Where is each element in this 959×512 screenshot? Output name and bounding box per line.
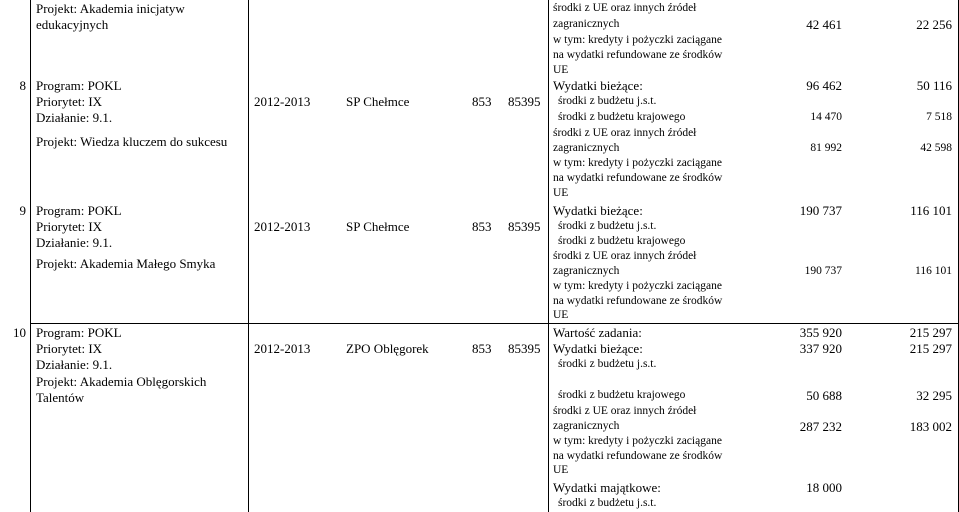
- source-label: w tym: kredyty i pożyczki zaciągane: [553, 435, 722, 447]
- amount-value: 96 462: [806, 78, 842, 93]
- source-label: środki z budżetu j.s.t.: [558, 497, 657, 509]
- period: 2012-2013: [254, 219, 311, 234]
- col-divider: [548, 0, 549, 512]
- program-label: Program: POKL: [36, 78, 122, 93]
- source-label: na wydatki refundowane ze środków: [553, 49, 723, 61]
- amount-value: 215 297: [909, 341, 952, 356]
- source-label: zagranicznych: [553, 142, 620, 154]
- amount-value: 42 461: [806, 17, 842, 32]
- source-label: zagranicznych: [553, 420, 620, 432]
- source-label: zagranicznych: [553, 265, 620, 277]
- project-name: edukacyjnych: [36, 17, 109, 32]
- row-divider: [30, 323, 959, 324]
- amount-value: 18 000: [806, 480, 842, 495]
- amount-value: 190 737: [799, 203, 842, 218]
- source-label: środki z budżetu krajowego: [558, 111, 686, 123]
- cost-label: Wydatki bieżące:: [553, 78, 643, 93]
- period: 2012-2013: [254, 94, 311, 109]
- source-label: UE: [553, 64, 569, 76]
- unit-name: SP Chełmce: [346, 219, 410, 234]
- project-name: Projekt: Akademia inicjatyw: [36, 1, 185, 16]
- period: 2012-2013: [254, 341, 311, 356]
- row-number: 10: [13, 325, 26, 340]
- source-label: środki z budżetu krajowego: [558, 235, 686, 247]
- amount-value: 50 688: [806, 388, 842, 403]
- source-label: na wydatki refundowane ze środków: [553, 172, 723, 184]
- amount-value: 116 101: [910, 203, 952, 218]
- source-label: środki z UE oraz innych źródeł: [553, 405, 697, 417]
- cost-label: Wydatki majątkowe:: [553, 480, 661, 495]
- source-label: środki z budżetu j.s.t.: [558, 358, 657, 370]
- amount-value: 42 598: [920, 142, 952, 154]
- source-label: na wydatki refundowane ze środków: [553, 295, 723, 307]
- source-label: na wydatki refundowane ze środków: [553, 450, 723, 462]
- source-label: UE: [553, 464, 569, 476]
- source-label: środki z UE oraz innych źródeł: [553, 2, 697, 14]
- amount-value: 81 992: [810, 142, 842, 154]
- project-name: Talentów: [36, 390, 85, 405]
- source-label: w tym: kredyty i pożyczki zaciągane: [553, 280, 722, 292]
- source-label: w tym: kredyty i pożyczki zaciągane: [553, 34, 722, 46]
- total-label: Wartość zadania:: [553, 325, 642, 340]
- unit-name: SP Chełmce: [346, 94, 410, 109]
- source-label: środki z budżetu j.s.t.: [558, 95, 657, 107]
- amount-value: 190 737: [804, 265, 842, 277]
- project-name: Projekt: Akademia Oblęgorskich: [36, 374, 207, 389]
- action-label: Działanie: 9.1.: [36, 110, 113, 125]
- program-label: Program: POKL: [36, 203, 122, 218]
- priority-label: Priorytet: IX: [36, 94, 103, 109]
- source-label: środki z UE oraz innych źródeł: [553, 127, 697, 139]
- chapter-code: 85395: [508, 219, 541, 234]
- program-label: Program: POKL: [36, 325, 122, 340]
- amount-value: 32 295: [916, 388, 952, 403]
- project-name: Projekt: Wiedza kluczem do sukcesu: [36, 134, 228, 149]
- source-label: UE: [553, 309, 569, 321]
- col-divider: [30, 0, 31, 512]
- source-label: środki z budżetu krajowego: [558, 389, 686, 401]
- amount-value: 337 920: [799, 341, 842, 356]
- unit-name: ZPO Oblęgorek: [346, 341, 429, 356]
- action-label: Działanie: 9.1.: [36, 235, 113, 250]
- amount-value: 215 297: [909, 325, 952, 340]
- section-code: 853: [472, 219, 492, 234]
- amount-value: 287 232: [799, 419, 842, 434]
- chapter-code: 85395: [508, 341, 541, 356]
- amount-value: 116 101: [915, 265, 952, 277]
- chapter-code: 85395: [508, 94, 541, 109]
- source-label: zagranicznych: [553, 18, 620, 30]
- priority-label: Priorytet: IX: [36, 341, 103, 356]
- source-label: UE: [553, 187, 569, 199]
- amount-value: 22 256: [916, 17, 952, 32]
- amount-value: 14 470: [810, 111, 842, 123]
- source-label: w tym: kredyty i pożyczki zaciągane: [553, 157, 722, 169]
- cost-label: Wydatki bieżące:: [553, 203, 643, 218]
- amount-value: 355 920: [799, 325, 842, 340]
- row-number: 8: [19, 78, 26, 93]
- action-label: Działanie: 9.1.: [36, 357, 113, 372]
- section-code: 853: [472, 94, 492, 109]
- priority-label: Priorytet: IX: [36, 219, 103, 234]
- section-code: 853: [472, 341, 492, 356]
- source-label: środki z budżetu j.s.t.: [558, 220, 657, 232]
- source-label: środki z UE oraz innych źródeł: [553, 250, 697, 262]
- amount-value: 183 002: [909, 419, 952, 434]
- amount-value: 7 518: [926, 111, 952, 123]
- col-divider: [248, 0, 249, 512]
- project-name: Projekt: Akademia Małego Smyka: [36, 256, 216, 271]
- cost-label: Wydatki bieżące:: [553, 341, 643, 356]
- row-number: 9: [19, 203, 26, 218]
- amount-value: 50 116: [916, 78, 952, 93]
